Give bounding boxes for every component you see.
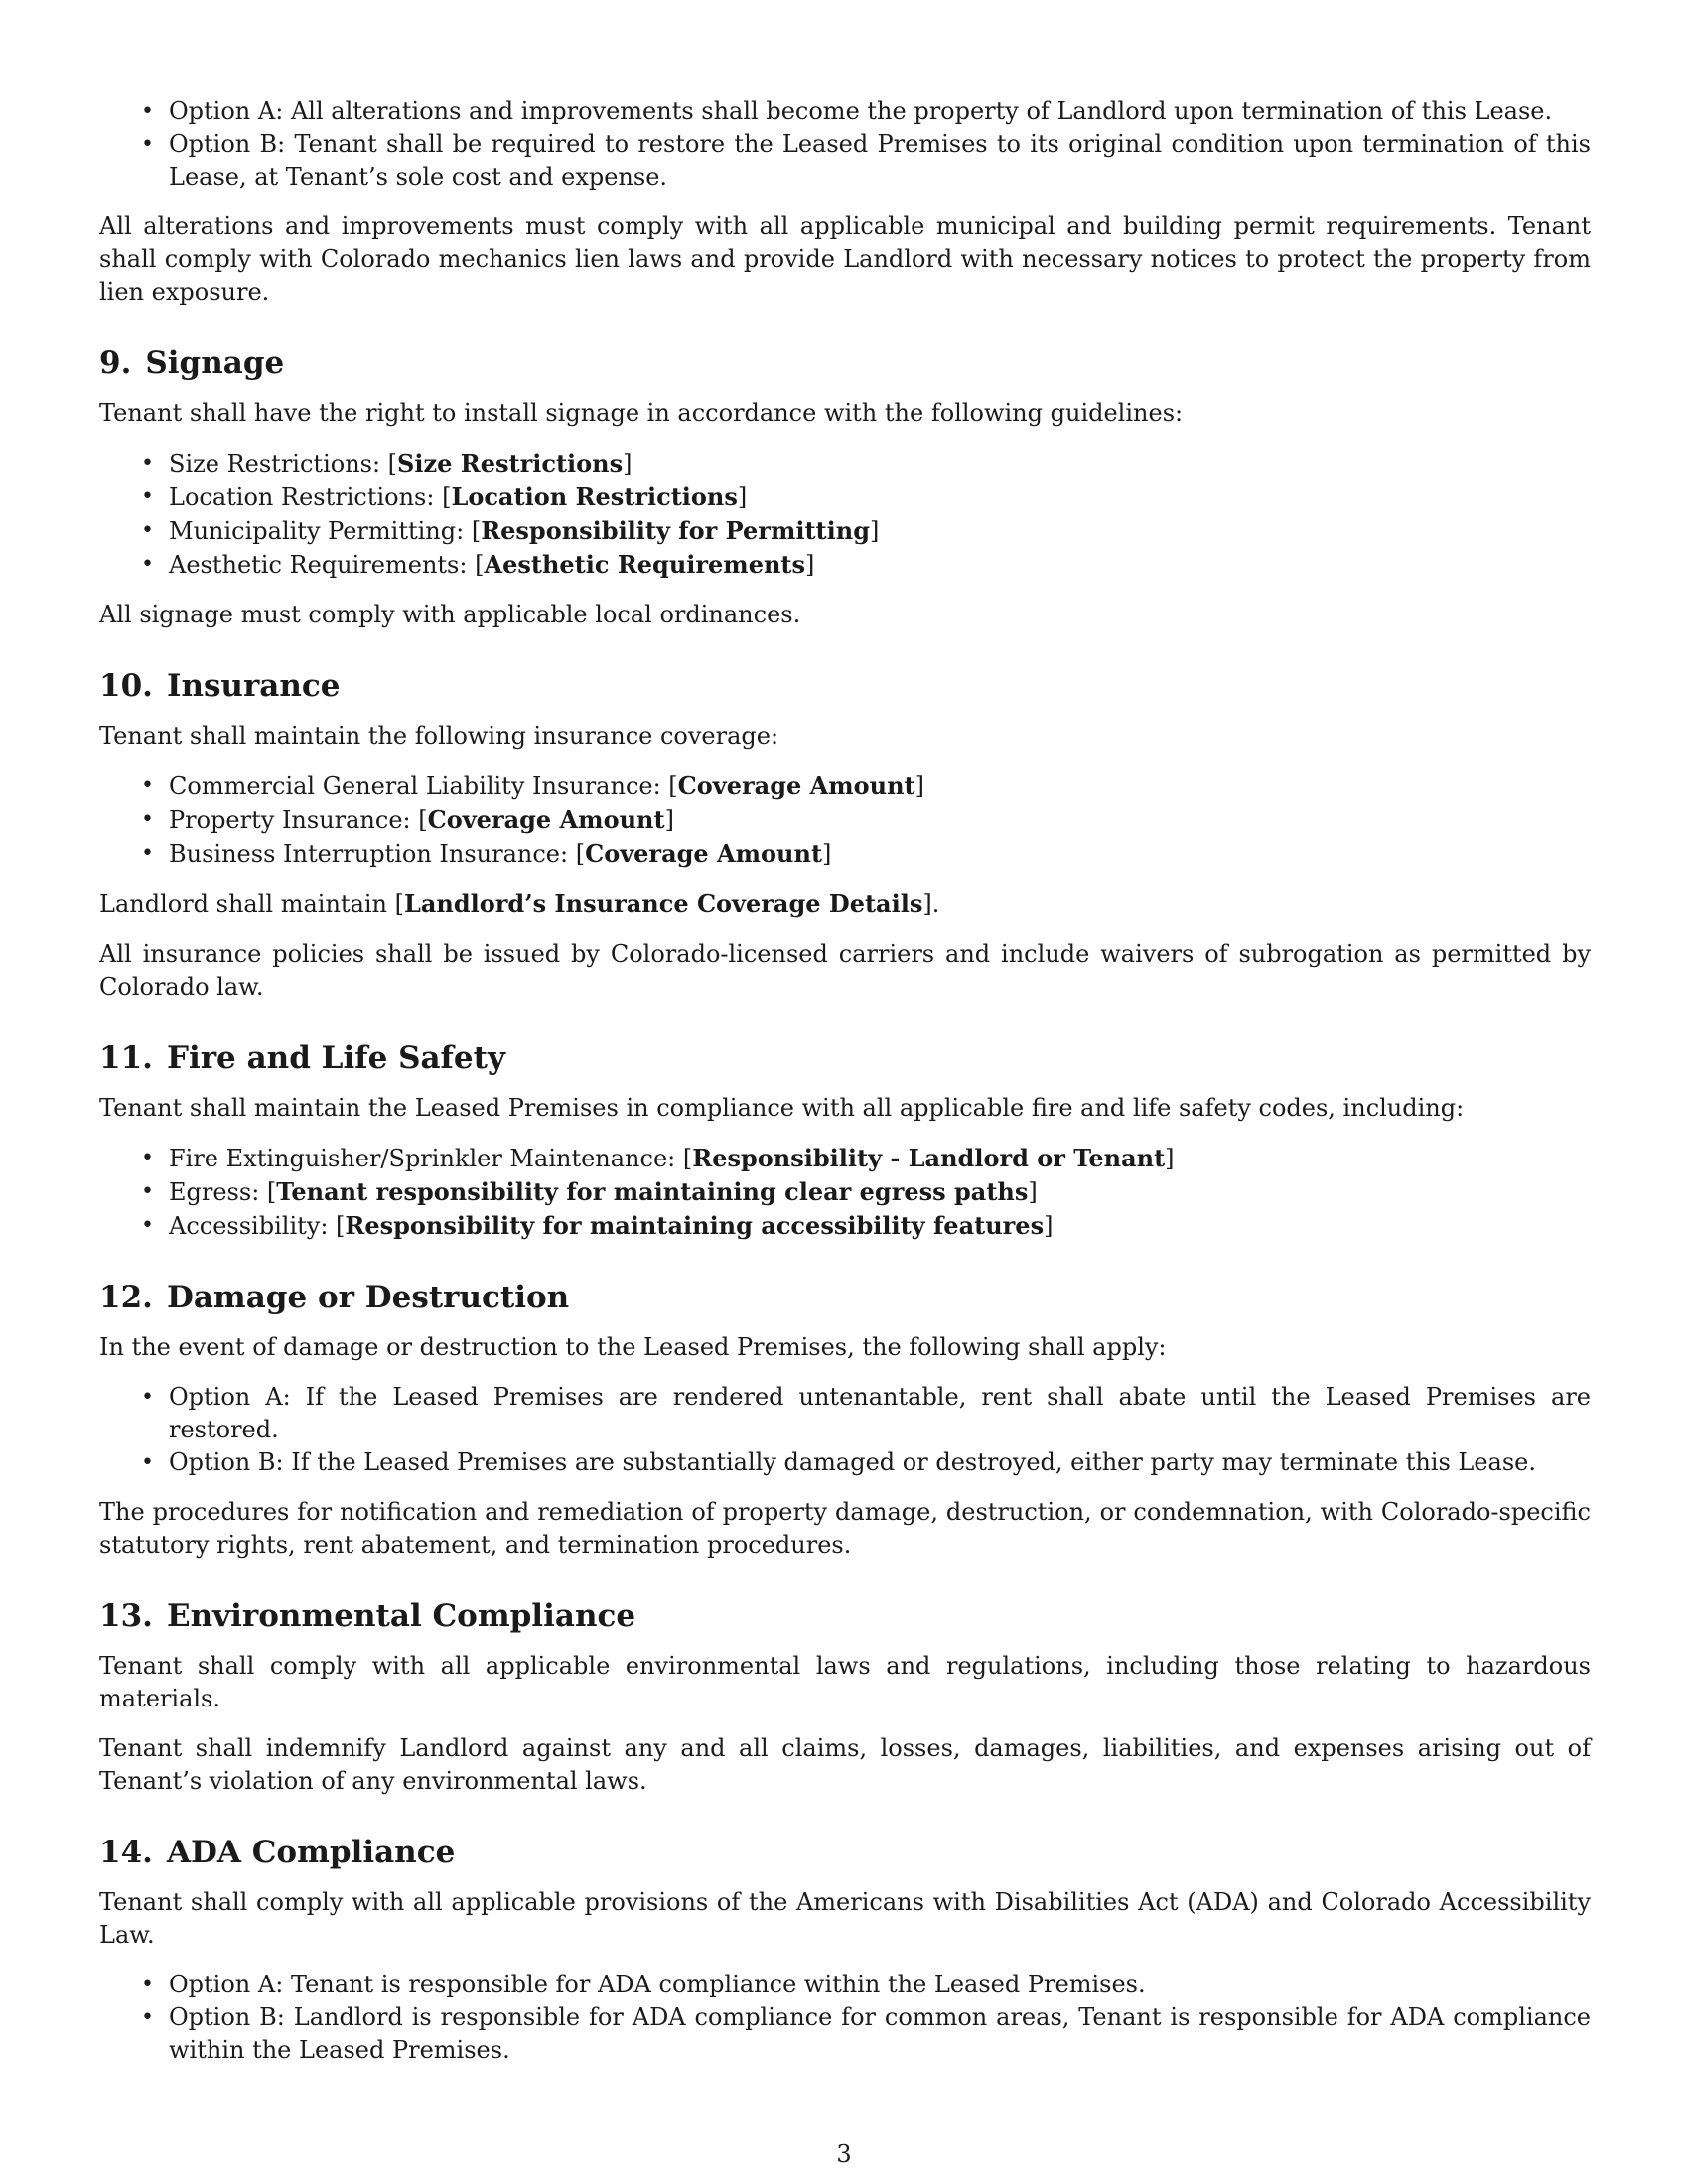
- fire-safety-list: [99, 1142, 1591, 1243]
- item-close: ]: [737, 483, 748, 511]
- damage-intro: In the event of damage or destruction to the Leased Premises, the following shall apply:: [99, 1333, 1167, 1361]
- environmental-paragraph-1: Tenant shall comply with all applicable environmental laws and regulations, including those relating to hazardous materials.: [99, 1652, 1591, 1712]
- page-number: 3: [836, 2140, 852, 2168]
- ada-options-list: [99, 1969, 1591, 2067]
- placeholder-field: Coverage Amount: [677, 771, 915, 800]
- placeholder-field: Coverage Amount: [427, 805, 665, 834]
- landlord-insurance-pre: Landlord shall maintain [: [99, 890, 404, 918]
- damage-closing: The procedures for notification and remediation of property damage, destruction, or condemnation, with Colorado-specific statutory rights, rent abatement, and termination procedures.: [99, 1498, 1591, 1559]
- item-close: ]: [805, 551, 815, 579]
- fire-intro: Tenant shall maintain the Leased Premises in compliance with all applicable fire and life safety codes, including:: [99, 1094, 1465, 1122]
- item-close: ]: [664, 806, 674, 834]
- item-close: ]: [869, 517, 880, 545]
- ada-intro: Tenant shall comply with all applicable provisions of the Americans with Disabilities Act (ADA) and Colorado Accessibility Law.: [99, 1888, 1591, 1949]
- section-heading-signage: [99, 343, 1591, 383]
- item-label: Commercial General Liability Insurance: [: [169, 772, 678, 800]
- page-content: [99, 95, 1591, 2084]
- landlord-insurance-paragraph: [99, 887, 1591, 921]
- list-item: [99, 837, 1591, 871]
- placeholder-field: Size Restrictions: [397, 449, 624, 478]
- item-label: Aesthetic Requirements: [: [169, 551, 485, 579]
- item-close: ]: [1044, 1212, 1054, 1240]
- placeholder-field: Location Restrictions: [451, 482, 738, 511]
- placeholder-field: Responsibility - Landlord or Tenant: [692, 1144, 1166, 1172]
- item-close: ]: [822, 840, 832, 868]
- section-number: 13.: [99, 1598, 153, 1634]
- section-title: ADA Compliance: [166, 1835, 456, 1870]
- section-title: Environmental Compliance: [166, 1598, 636, 1634]
- list-item: [99, 1175, 1591, 1209]
- landlord-insurance-post: ].: [922, 890, 940, 918]
- list-item: • Option A: Tenant is responsible for ADA compliance within the Leased Premises.: [99, 1969, 1591, 2001]
- section-heading-fire-safety: [99, 1038, 1591, 1078]
- list-item: • Option B: If the Leased Premises are substantially damaged or destroyed, either party may terminate this Lease.: [99, 1446, 1591, 1479]
- list-item: [99, 769, 1591, 803]
- signage-list: [99, 447, 1591, 582]
- item-label: Property Insurance: [: [169, 806, 428, 834]
- placeholder-field: Aesthetic Requirements: [484, 550, 806, 579]
- signage-intro: Tenant shall have the right to install signage in accordance with the following guidelines:: [99, 399, 1184, 427]
- item-close: ]: [1028, 1178, 1038, 1206]
- placeholder-field: Responsibility for maintaining accessibility features: [345, 1211, 1045, 1240]
- list-item: [99, 447, 1591, 480]
- list-item: [99, 1209, 1591, 1243]
- section-number: 11.: [99, 1040, 153, 1076]
- alteration-options-list: [99, 95, 1591, 194]
- placeholder-field: Landlord’s Insurance Coverage Details: [404, 889, 923, 918]
- list-item: [99, 514, 1591, 548]
- item-close: ]: [914, 772, 924, 800]
- section-number: 10.: [99, 668, 153, 704]
- list-item: [99, 803, 1591, 837]
- section-title: Signage: [145, 345, 285, 381]
- item-label: Egress: [: [169, 1178, 277, 1206]
- list-item: • Option B: Landlord is responsible for ADA compliance for common areas, Tenant is responsible for ADA compliance within the Leased Premises.: [99, 2001, 1591, 2067]
- item-close: ]: [623, 450, 633, 478]
- section-title: Insurance: [166, 668, 341, 704]
- signage-closing: All signage must comply with applicable local ordinances.: [99, 601, 801, 628]
- section-number: 12.: [99, 1280, 153, 1315]
- section-title: Fire and Life Safety: [166, 1040, 505, 1076]
- item-label: Business Interruption Insurance: [: [169, 840, 586, 868]
- placeholder-field: Coverage Amount: [585, 839, 823, 868]
- list-item: • Option A: If the Leased Premises are rendered untenantable, rent shall abate until the Leased Premises are restored.: [99, 1381, 1591, 1446]
- section-number: 9.: [99, 345, 132, 381]
- damage-options-list: [99, 1381, 1591, 1479]
- section-number: 14.: [99, 1835, 153, 1870]
- insurance-closing: All insurance policies shall be issued by Colorado-licensed carriers and include waivers of subrogation as permitted by Colorado law.: [99, 940, 1591, 1001]
- item-label: Municipality Permitting: [: [169, 517, 482, 545]
- item-label: Fire Extinguisher/Sprinkler Maintenance: [: [169, 1145, 693, 1172]
- item-label: Accessibility: [: [169, 1212, 346, 1240]
- list-item: • Option A: All alterations and improvements shall become the property of Landlord upon termination of this Lease.: [99, 95, 1591, 128]
- section-heading-insurance: [99, 666, 1591, 706]
- section-heading-damage: [99, 1278, 1591, 1317]
- list-item: [99, 480, 1591, 514]
- item-label: Location Restrictions: [: [169, 483, 452, 511]
- placeholder-field: Tenant responsibility for maintaining clear egress paths: [276, 1177, 1029, 1206]
- list-item: [99, 548, 1591, 582]
- environmental-paragraph-2: Tenant shall indemnify Landlord against any and all claims, losses, damages, liabilities, and expenses arising out of Tenant’s violation of any environmental laws.: [99, 1734, 1591, 1795]
- section-heading-environmental: [99, 1596, 1591, 1636]
- section-title: Damage or Destruction: [166, 1280, 570, 1315]
- section-heading-ada: [99, 1833, 1591, 1872]
- item-label: Size Restrictions: [: [169, 450, 398, 478]
- alterations-paragraph: All alterations and improvements must comply with all applicable municipal and building permit requirements. Tenant shall comply with Colorado mechanics lien laws and provide Landlord with necessary notices to protect the property from lien exposure.: [99, 212, 1591, 306]
- insurance-intro: Tenant shall maintain the following insurance coverage:: [99, 722, 779, 750]
- list-item: • Option B: Tenant shall be required to restore the Leased Premises to its original condition upon termination of this Lease, at Tenant’s sole cost and expense.: [99, 128, 1591, 194]
- insurance-list: [99, 769, 1591, 871]
- list-item: [99, 1142, 1591, 1175]
- item-close: ]: [1165, 1145, 1175, 1172]
- placeholder-field: Responsibility for Permitting: [481, 516, 870, 545]
